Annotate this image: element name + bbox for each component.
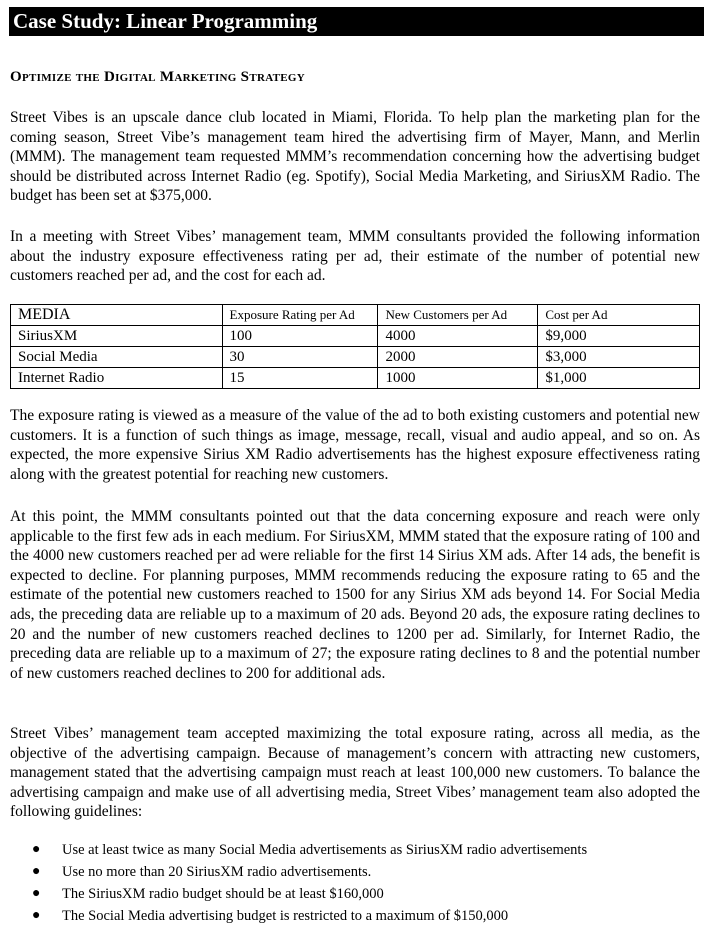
exposure-paragraph: The exposure rating is viewed as a measure of the value of the ad to both existing customers and potential new customers. It is a function of such things as image, message, recall, visual and audio appeal, and so on. As expected, the more expensive Sirius XM Radio advertisements has the highest exposure effectiveness rating along with the greatest potential for reaching new customers. bbox=[10, 407, 700, 483]
guideline-text: Use no more than 20 SiriusXM radio advertisements. bbox=[62, 864, 372, 880]
table-cell: 1000 bbox=[378, 368, 538, 389]
table-header-cell: Cost per Ad bbox=[538, 305, 700, 326]
table-header-cell: Exposure Rating per Ad bbox=[222, 305, 378, 326]
objective-paragraph: Street Vibes’ management team accepted maximizing the total exposure rating, across all media, as the objective of the advertising campaign. Because of management’s concern with attracting new customers, management stated that the advertising campaign must reach at least 100,000 new customers. To balance the advertising campaign and make use of all advertising media, Street Vibes’ management team also adopted the following guidelines: bbox=[10, 725, 700, 821]
page-title: Case Study: Linear Programming bbox=[13, 9, 318, 33]
bullet-icon: ● bbox=[32, 864, 41, 879]
table-cell: 15 bbox=[222, 368, 378, 389]
section-title: Optimize the Digital Marketing Strategy bbox=[10, 69, 306, 85]
title-bar bbox=[9, 7, 704, 36]
guidelines-list bbox=[20, 839, 587, 927]
intro-paragraph: Street Vibes is an upscale dance club located in Miami, Florida. To help plan the marketing plan for the coming season, Street Vibe’s management team hired the advertising firm of Mayer, Mann, and Merlin (MMM). The management team requested MMM’s recommendation concerning how the advertising budget should be distributed across Internet Radio (eg. Spotify), Social Media Marketing, and SiriusXM Radio. The budget has been set at $375,000. bbox=[10, 109, 700, 205]
guideline-text: The Social Media advertising budget is restricted to a maximum of $150,000 bbox=[62, 908, 509, 924]
guideline-text: The SiriusXM radio budget should be at least $160,000 bbox=[62, 886, 384, 902]
bullet-icon: ● bbox=[32, 908, 41, 923]
table-cell: SiriusXM bbox=[11, 326, 223, 347]
table-cell: Social Media bbox=[11, 347, 223, 368]
table-cell: 2000 bbox=[378, 347, 538, 368]
table-cell: 100 bbox=[222, 326, 378, 347]
list-item bbox=[20, 839, 587, 861]
table-header-cell: New Customers per Ad bbox=[378, 305, 538, 326]
list-item bbox=[20, 883, 587, 905]
table-header-cell: MEDIA bbox=[11, 305, 223, 326]
table-cell: $1,000 bbox=[538, 368, 700, 389]
table-cell: 30 bbox=[222, 347, 378, 368]
meeting-paragraph: In a meeting with Street Vibes’ management team, MMM consultants provided the following information about the industry exposure effectiveness rating per ad, their estimate of the number of potential new customers reached per ad, and the cost for each ad. bbox=[10, 228, 700, 285]
table-row bbox=[11, 347, 700, 368]
bullet-icon: ● bbox=[32, 842, 41, 857]
table-row bbox=[11, 326, 700, 347]
media-table bbox=[10, 304, 700, 389]
list-item bbox=[20, 905, 587, 927]
table-cell: $9,000 bbox=[538, 326, 700, 347]
consultants-paragraph: At this point, the MMM consultants pointed out that the data concerning exposure and reach were only applicable to the first few ads in each medium. For SiriusXM, MMM stated that the exposure rating of 100 and the 4000 new customers reached per ad were reliable for the first 14 Sirius XM ads. After 14 ads, the benefit is expected to decline. For planning purposes, MMM recommends reducing the exposure rating to 65 and the estimate of the potential new customers reached to 1500 for any Sirius XM ads beyond 14. For Social Media ads, the preceding data are reliable up to a maximum of 20 ads. Beyond 20 ads, the exposure rating declines to 20 and the number of new customers reached declines to 1200 per ad. Similarly, for Internet Radio, the preceding data are reliable up to a maximum of 27; the exposure rating declines to 8 and the potential number of new customers reached declines to 200 for additional ads. bbox=[10, 508, 700, 682]
guideline-text: Use at least twice as many Social Media advertisements as SiriusXM radio advertisements bbox=[62, 842, 588, 858]
table-cell: Internet Radio bbox=[11, 368, 223, 389]
table-row bbox=[11, 368, 700, 389]
bullet-icon: ● bbox=[32, 886, 41, 901]
table-cell: $3,000 bbox=[538, 347, 700, 368]
table-cell: 4000 bbox=[378, 326, 538, 347]
list-item bbox=[20, 861, 587, 883]
table-header-row bbox=[11, 305, 700, 326]
